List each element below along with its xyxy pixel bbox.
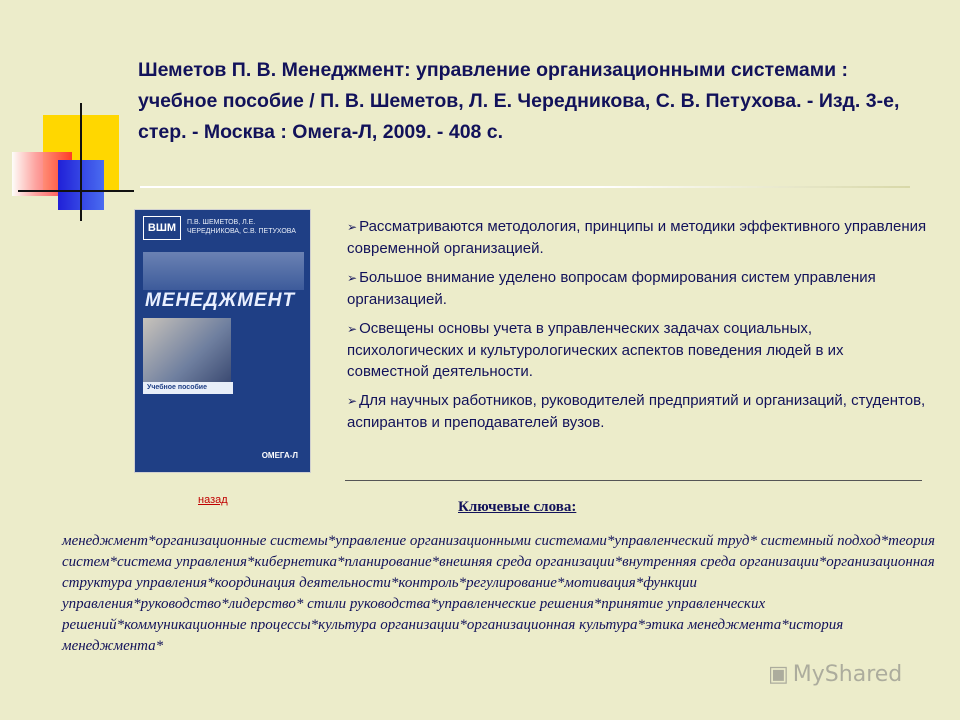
cover-authors: П.В. ШЕМЕТОВ, Л.Е. ЧЕРЕДНИКОВА, С.В. ПЕТУХОВА <box>187 219 296 235</box>
arrow-bullet-icon: ➢ <box>347 394 358 408</box>
cover-publisher: ОМЕГА-Л <box>261 451 298 460</box>
arrow-bullet-icon: ➢ <box>347 220 358 234</box>
arrow-bullet-icon: ➢ <box>347 271 358 285</box>
list-item: ➢ Большое внимание уделено вопросам формирования систем управления организацией. <box>347 269 876 308</box>
description-list <box>347 216 927 441</box>
decor-horizontal-line <box>18 190 134 192</box>
list-item: ➢ Для научных работников, руководителей предприятий и организаций, студентов, аспирантов и преподавателей вузов. <box>347 392 926 431</box>
list-item: ➢ Освещены основы учета в управленческих задачах социальных, психологических и культурологических аспектов поведения людей в их совместной деятельности. <box>347 320 844 380</box>
back-link[interactable]: назад <box>198 494 228 506</box>
arrow-bullet-icon: ➢ <box>347 322 358 336</box>
cover-title: МЕНЕДЖМЕНТ <box>145 290 296 311</box>
divider <box>345 480 922 481</box>
cover-badge: ВШМ <box>143 216 181 240</box>
cover-photo <box>143 318 231 382</box>
watermark: ▣ MyShared <box>768 662 903 687</box>
keywords-heading: Ключевые слова: <box>458 499 577 515</box>
title-underline <box>140 186 910 188</box>
cover-label: Учебное пособие <box>143 382 233 394</box>
keywords-text: менеджмент*организационные системы*управление организационными системами*управленческий труд* системный подход*теория систем*система управления*кибернетика*планирование*внешняя среда организации*внутренняя среда организации*организационная структура управления*координация деятельности*контроль*регулирование*мотивация*функции управления*руководство*лидерство* стили руководства*управленческие решения*принятие управленческих решений*коммуникационные процессы*культура организации*организационная культура*этика менеджмента*история менеджмента* <box>62 533 935 654</box>
decor-vertical-line <box>80 103 82 221</box>
presentation-icon: ▣ <box>768 662 789 687</box>
book-cover <box>134 209 311 473</box>
list-item: ➢ Рассматриваются методология, принципы и методики эффективного управления современной организацией. <box>347 218 927 257</box>
page-title: Шеметов П. В. Менеджмент: управление организационными системами : учебное пособие / П. В. Шеметов, Л. Е. Чередникова, С. В. Петухова. - Изд. 3-е, стер. - Москва : Омега-Л, 2009. - 408 с. <box>138 59 900 143</box>
cover-top-image <box>143 252 304 290</box>
